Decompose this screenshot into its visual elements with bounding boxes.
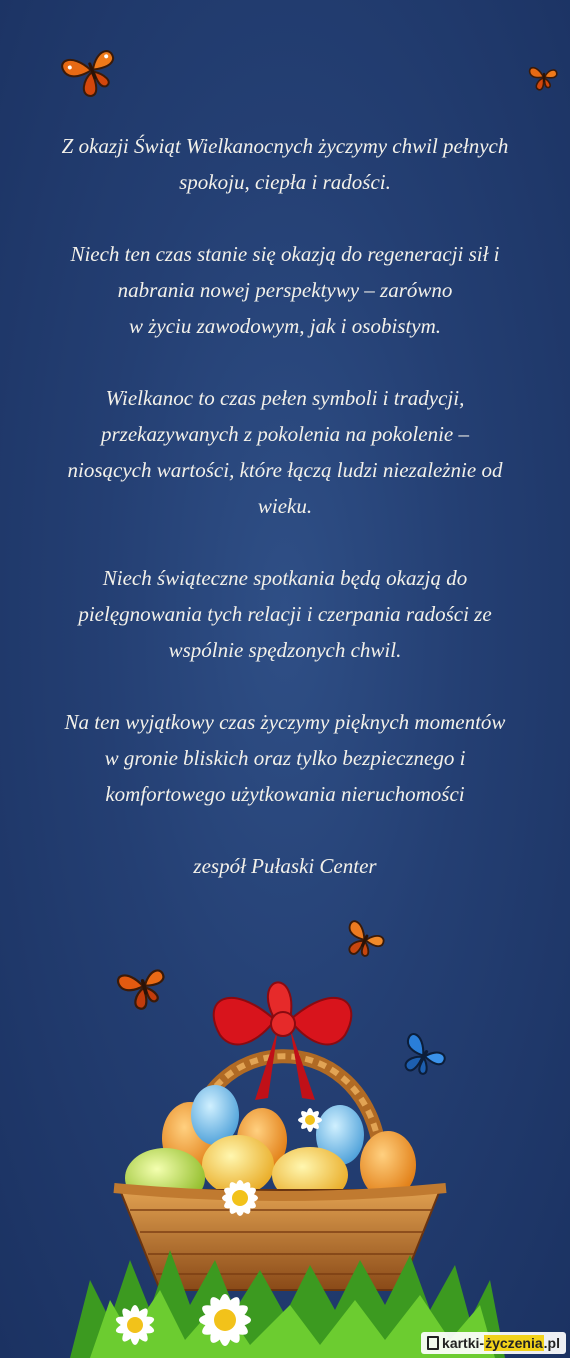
- butterfly-icon: [526, 60, 562, 94]
- butterfly-icon: [58, 40, 126, 100]
- paragraph: Niech świąteczne spotkania będą okazją do pielęgnowania tych relacji i czerpania radości ze wspólnie spędzonych chwil.: [78, 566, 492, 662]
- paragraph: Niech ten czas stanie się okazją do regeneracji sił i nabrania nowej perspektywy – zarówno w życiu zawodowym, jak i osobistym.: [70, 242, 500, 338]
- paragraph: Z okazji Świąt Wielkanocnych życzymy chwil pełnych spokoju, ciepła i radości.: [61, 134, 509, 194]
- bow-icon: [214, 982, 352, 1100]
- paragraph: Na ten wyjątkowy czas życzymy pięknych momentów w gronie bliskich oraz tylko bezpiecznego i komfortowego użytkowania nieruchomości: [64, 710, 506, 806]
- signature: zespół Pułaski Center: [193, 854, 377, 878]
- site-watermark: kartki- życzenia .pl: [421, 1332, 566, 1354]
- easter-basket-image: [0, 960, 570, 1358]
- greeting-text: [20, 128, 550, 920]
- card-icon: [427, 1336, 439, 1350]
- butterfly-icon: [340, 916, 390, 964]
- paragraph: Wielkanoc to czas pełen symboli i tradycji, przekazywanych z pokolenia na pokolenie – niosących wartości, które łączą ludzi niezależnie od wieku.: [67, 386, 503, 518]
